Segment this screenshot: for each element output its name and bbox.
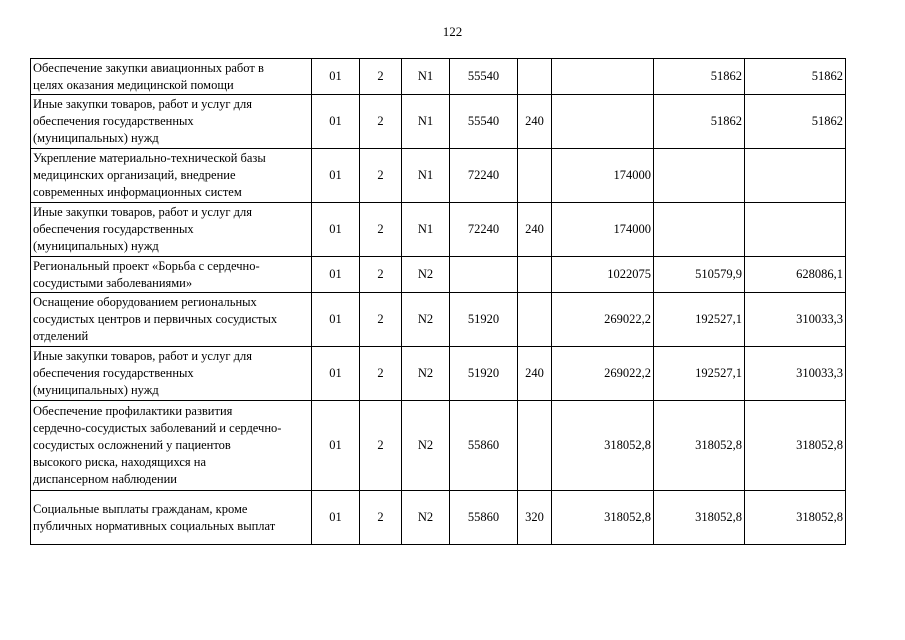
table-row xyxy=(31,257,846,293)
target-code-cell: 72240 xyxy=(450,203,518,257)
target-code-cell: 55540 xyxy=(450,59,518,95)
row-name-line: обеспечения государственных xyxy=(33,114,194,128)
page-number: 122 xyxy=(442,24,463,39)
table-row xyxy=(31,149,846,203)
row-name-cell xyxy=(31,491,312,545)
amount-year1-cell: 174000 xyxy=(552,203,654,257)
section-cell: 01 xyxy=(312,491,360,545)
target-code-cell: 72240 xyxy=(450,149,518,203)
subsection-cell: 2 xyxy=(360,491,402,545)
subsection-cell: 2 xyxy=(360,149,402,203)
project-cell: N1 xyxy=(402,95,450,149)
amount-year3-cell: 310033,3 xyxy=(745,293,846,347)
amount-year1-cell: 1022075 xyxy=(552,257,654,293)
subsection-cell: 2 xyxy=(360,59,402,95)
amount-year3-cell: 310033,3 xyxy=(745,347,846,401)
table-row xyxy=(31,491,846,545)
row-name-line: Региональный проект «Борьба с сердечно- xyxy=(33,258,260,273)
row-name-line: сердечно-сосудистых заболеваний и сердечно- xyxy=(33,421,282,435)
amount-year1-cell xyxy=(552,59,654,95)
section-cell: 01 xyxy=(312,203,360,257)
amount-year2-cell: 318052,8 xyxy=(654,401,745,491)
row-name-line: Иные закупки товаров, работ и услуг для xyxy=(33,97,253,111)
row-name-line: диспансерном наблюдении xyxy=(33,472,177,486)
amount-year3-cell: 318052,8 xyxy=(745,401,846,491)
target-code-cell: 55860 xyxy=(450,401,518,491)
row-name-cell xyxy=(31,149,312,203)
expense-type-cell: 240 xyxy=(518,95,552,149)
amount-year1-cell xyxy=(552,95,654,149)
row-name-line: (муниципальных) нужд xyxy=(33,239,159,253)
table-row xyxy=(31,293,846,347)
expense-type-cell xyxy=(518,257,552,293)
row-name-cell xyxy=(31,347,312,401)
amount-year1-cell: 318052,8 xyxy=(552,491,654,545)
row-name-line: современных информационных систем xyxy=(33,185,242,199)
table-row xyxy=(31,401,846,491)
project-cell: N1 xyxy=(402,59,450,95)
project-cell: N2 xyxy=(402,347,450,401)
row-name-line: Укрепление материально-технической базы xyxy=(33,151,266,165)
row-name-line: публичных нормативных социальных выплат xyxy=(33,518,276,533)
subsection-cell: 2 xyxy=(360,401,402,491)
amount-year1-cell: 269022,2 xyxy=(552,293,654,347)
amount-year2-cell: 510579,9 xyxy=(654,257,745,293)
project-cell: N1 xyxy=(402,149,450,203)
project-cell: N1 xyxy=(402,203,450,257)
row-name-cell xyxy=(31,293,312,347)
amount-year2-cell xyxy=(654,149,745,203)
expense-type-cell: 320 xyxy=(518,491,552,545)
row-name-cell xyxy=(31,203,312,257)
target-code-cell xyxy=(450,257,518,293)
subsection-cell: 2 xyxy=(360,293,402,347)
expense-type-cell xyxy=(518,59,552,95)
row-name-line: сосудистых осложнений у пациентов xyxy=(33,438,231,452)
section-cell: 01 xyxy=(312,401,360,491)
amount-year1-cell: 174000 xyxy=(552,149,654,203)
row-name-line: сосудистых центров и первичных сосудистых xyxy=(33,312,278,326)
project-cell: N2 xyxy=(402,257,450,293)
target-code-cell: 55860 xyxy=(450,491,518,545)
row-name-line: Иные закупки товаров, работ и услуг для xyxy=(33,205,253,219)
row-name-line: медицинских организаций, внедрение xyxy=(33,168,236,182)
amount-year2-cell: 51862 xyxy=(654,95,745,149)
project-cell: N2 xyxy=(402,491,450,545)
section-cell: 01 xyxy=(312,293,360,347)
expense-type-cell xyxy=(518,293,552,347)
section-cell: 01 xyxy=(312,59,360,95)
row-name-line: Иные закупки товаров, работ и услуг для xyxy=(33,349,253,363)
expense-type-cell: 240 xyxy=(518,203,552,257)
project-cell: N2 xyxy=(402,293,450,347)
table-row xyxy=(31,347,846,401)
row-name-line: Обеспечение профилактики развития xyxy=(33,404,233,418)
row-name-line: Оснащение оборудованием региональных xyxy=(33,295,257,309)
row-name-cell xyxy=(31,401,312,491)
section-cell: 01 xyxy=(312,257,360,293)
section-cell: 01 xyxy=(312,347,360,401)
table-row xyxy=(31,59,846,95)
subsection-cell: 2 xyxy=(360,95,402,149)
row-name-line: целях оказания медицинской помощи xyxy=(33,77,234,92)
row-name-cell xyxy=(31,95,312,149)
amount-year1-cell: 318052,8 xyxy=(552,401,654,491)
row-name-cell xyxy=(31,59,312,95)
amount-year2-cell: 192527,1 xyxy=(654,347,745,401)
amount-year3-cell xyxy=(745,203,846,257)
amount-year3-cell: 628086,1 xyxy=(745,257,846,293)
amount-year2-cell: 318052,8 xyxy=(654,491,745,545)
budget-table xyxy=(30,58,846,545)
target-code-cell: 51920 xyxy=(450,293,518,347)
subsection-cell: 2 xyxy=(360,347,402,401)
subsection-cell: 2 xyxy=(360,203,402,257)
expense-type-cell xyxy=(518,401,552,491)
amount-year3-cell: 318052,8 xyxy=(745,491,846,545)
row-name-line: сосудистыми заболеваниями» xyxy=(33,275,193,290)
amount-year3-cell: 51862 xyxy=(745,59,846,95)
amount-year2-cell xyxy=(654,203,745,257)
row-name-line: отделений xyxy=(33,329,89,343)
amount-year2-cell: 51862 xyxy=(654,59,745,95)
project-cell: N2 xyxy=(402,401,450,491)
section-cell: 01 xyxy=(312,149,360,203)
section-cell: 01 xyxy=(312,95,360,149)
amount-year3-cell xyxy=(745,149,846,203)
amount-year1-cell: 269022,2 xyxy=(552,347,654,401)
row-name-line: обеспечения государственных xyxy=(33,366,194,380)
target-code-cell: 55540 xyxy=(450,95,518,149)
subsection-cell: 2 xyxy=(360,257,402,293)
expense-type-cell: 240 xyxy=(518,347,552,401)
row-name-line: (муниципальных) нужд xyxy=(33,131,159,145)
row-name-line: (муниципальных) нужд xyxy=(33,383,159,397)
row-name-line: обеспечения государственных xyxy=(33,222,194,236)
table-row xyxy=(31,95,846,149)
row-name-line: Социальные выплаты гражданам, кроме xyxy=(33,501,248,516)
amount-year2-cell: 192527,1 xyxy=(654,293,745,347)
target-code-cell: 51920 xyxy=(450,347,518,401)
row-name-cell xyxy=(31,257,312,293)
row-name-line: Обеспечение закупки авиационных работ в xyxy=(33,60,264,75)
row-name-line: высокого риска, находящихся на xyxy=(33,455,207,469)
amount-year3-cell: 51862 xyxy=(745,95,846,149)
expense-type-cell xyxy=(518,149,552,203)
table-row xyxy=(31,203,846,257)
